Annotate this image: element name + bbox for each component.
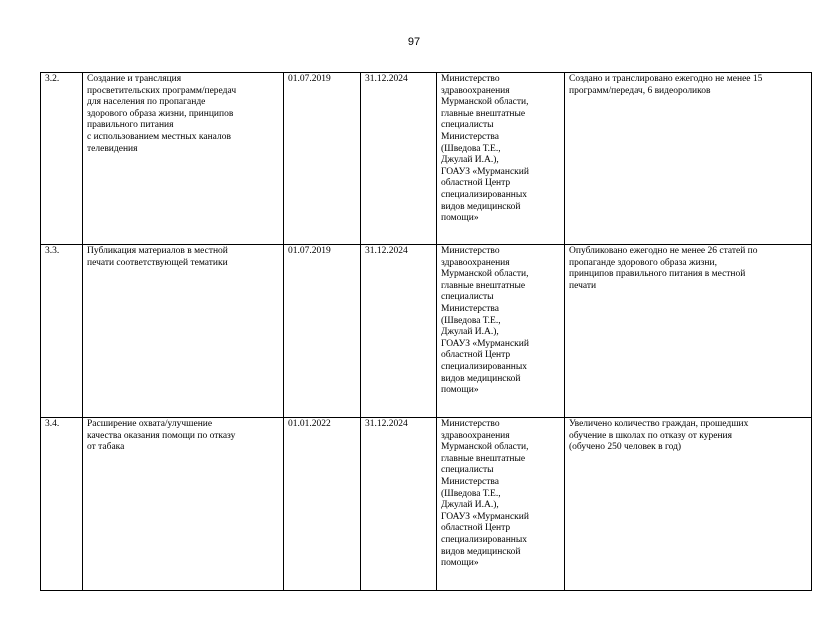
start-date-cell: 01.01.2022 — [284, 418, 361, 591]
activity-table — [40, 72, 812, 591]
activity-name-cell: Публикация материалов в местной печати соответствующей тематики — [83, 245, 284, 418]
responsible-cell: Министерство здравоохранения Мурманской области, главные внештатные специалисты Министерства (Шведова Т.Е., Джулай И.А.), ГОАУЗ «Мурманский областной Центр специализированных видов медицинской помощи» — [437, 418, 565, 591]
result-cell: Создано и транслировано ежегодно не менее 15 программ/передач, 6 видеороликов — [565, 73, 812, 245]
item-number-cell: 3.2. — [41, 73, 83, 245]
result-cell: Увеличено количество граждан, прошедших обучение в школах по отказу от курения (обучено 250 человек в год) — [565, 418, 812, 591]
activity-name-cell: Расширение охвата/улучшение качества оказания помощи по отказу от табака — [83, 418, 284, 591]
page-number: 97 — [407, 36, 421, 48]
item-number-cell: 3.4. — [41, 418, 83, 591]
responsible-cell: Министерство здравоохранения Мурманской области, главные внештатные специалисты Министерства (Шведова Т.Е., Джулай И.А.), ГОАУЗ «Мурманский областной Центр специализированных видов медицинской помощи» — [437, 73, 565, 245]
result-cell: Опубликовано ежегодно не менее 26 статей по пропаганде здорового образа жизни, принципов правильного питания в местной печати — [565, 245, 812, 418]
table-row — [41, 418, 812, 591]
activity-name-cell: Создание и трансляция просветительских программ/передач для населения по пропаганде здорового образа жизни, принципов правильного питания с использованием местных каналов телевидения — [83, 73, 284, 245]
responsible-cell: Министерство здравоохранения Мурманской области, главные внештатные специалисты Министерства (Шведова Т.Е., Джулай И.А.), ГОАУЗ «Мурманский областной Центр специализированных видов медицинской помощи» — [437, 245, 565, 418]
end-date-cell: 31.12.2024 — [361, 73, 437, 245]
table-row — [41, 245, 812, 418]
table-row — [41, 73, 812, 245]
end-date-cell: 31.12.2024 — [361, 245, 437, 418]
start-date-cell: 01.07.2019 — [284, 245, 361, 418]
end-date-cell: 31.12.2024 — [361, 418, 437, 591]
item-number-cell: 3.3. — [41, 245, 83, 418]
start-date-cell: 01.07.2019 — [284, 73, 361, 245]
